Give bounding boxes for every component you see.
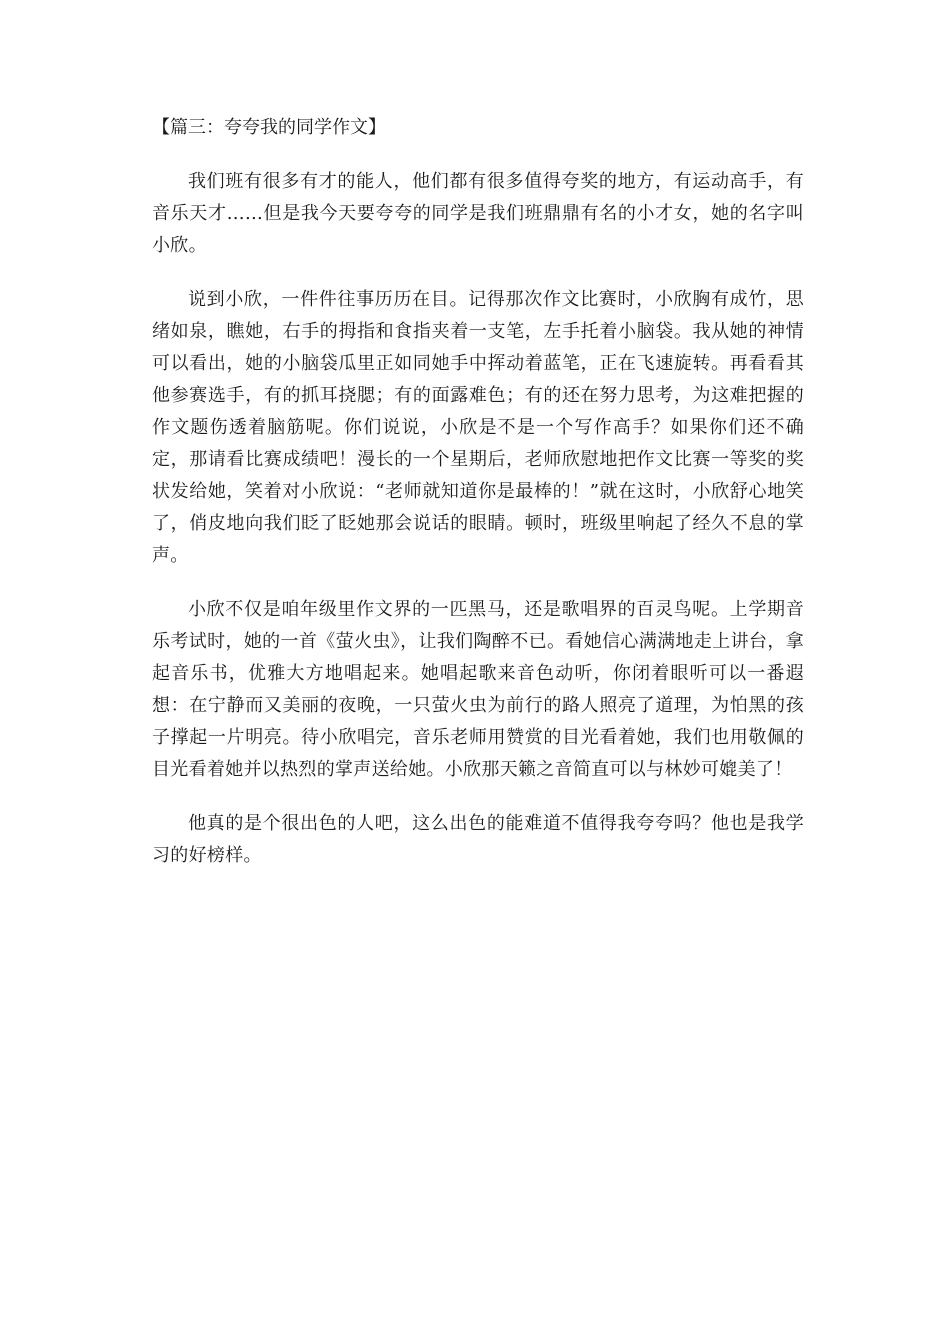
paragraph-3: 小欣不仅是咱年级里作文界的一匹黑马，还是歌唱界的百灵鸟呢。上学期音乐考试时，她的一首《萤火虫》，让我们陶醉不已。看她信心满满地走上讲台，拿起音乐书，优雅大方地唱起来。她唱起歌来音色动听，你闭着眼听可以一番遐想：在宁静而又美丽的夜晚，一只萤火虫为前行的路人照亮了道理，为怕黑的孩子撑起一片明亮。待小欣唱完，音乐老师用赞赏的目光看着她，我们也用敬佩的目光看着她并以热烈的掌声送给她。小欣那天籁之音简直可以与林妙可媲美了！ [152,599,804,780]
paragraph-4: 他真的是个很出色的人吧，这么出色的能难道不值得我夸夸吗？他也是我学习的好榜样。 [152,813,804,866]
paragraph-2: 说到小欣，一件件往事历历在目。记得那次作文比赛时，小欣胸有成竹，思绪如泉，瞧她，右手的拇指和食指夹着一支笔，左手托着小脑袋。我从她的神情可以看出，她的小脑袋瓜里正如同她手中挥动着蓝笔，正在飞速旋转。再看看其他参赛选手，有的抓耳挠腮；有的面露难色；有的还在努力思考，为这难把握的作文题伤透着脑筋呢。你们说说，小欣是不是一个写作高手？如果你们还不确定，那请看比赛成绩吧！漫长的一个星期后，老师欣慰地把作文比赛一等奖的奖状发给她，笑着对小欣说：“老师就知道你是最棒的！”就在这时，小欣舒心地笑了，俏皮地向我们眨了眨她那会说话的眼睛。顿时，班级里响起了经久不息的掌声。 [152,289,804,566]
document-body [152,112,804,894]
paragraph-1: 我们班有很多有才的能人，他们都有很多值得夸奖的地方，有运动高手，有音乐天才……但是我今天要夸夸的同学是我们班鼎鼎有名的小才女，她的名字叫小欣。 [152,171,804,256]
document-title: 【篇三：夸夸我的同学作文】 [152,117,386,138]
